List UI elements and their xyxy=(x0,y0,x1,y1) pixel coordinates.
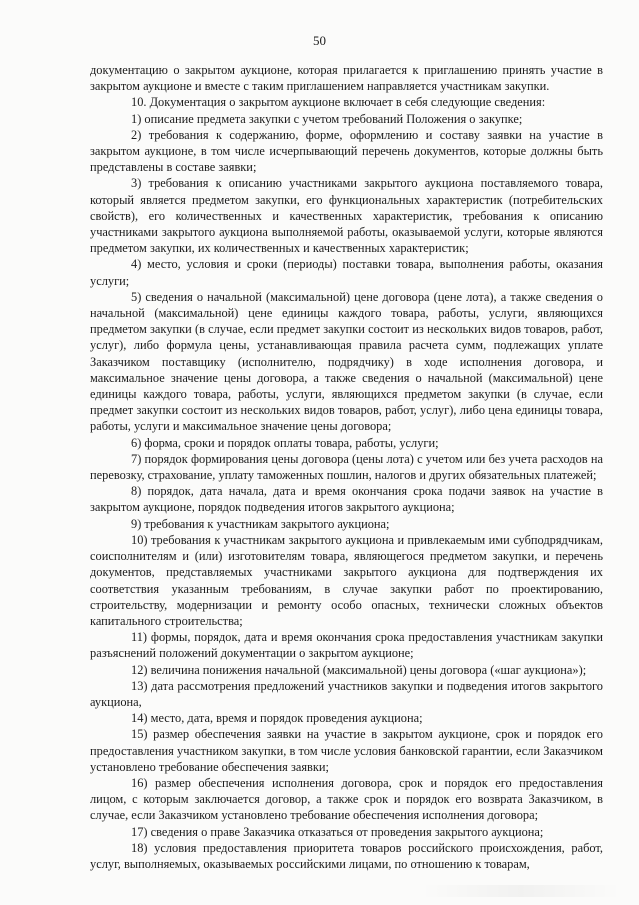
list-item: 7) порядок формирования цены договора (цены лота) с учетом или без учета расходов на перевозку, страхование, уплату таможенных пошлин, налогов и других обязательных платежей; xyxy=(90,451,603,483)
list-item: 4) место, условия и сроки (периоды) поставки товара, выполнения работы, оказания услуги; xyxy=(90,257,603,288)
list-item: 6) форма, сроки и порядок оплаты товара, работы, услуги; xyxy=(131,435,439,450)
list-item: 11) формы, порядок, дата и время окончания срока предоставления участникам закупки разъяснений положений документации о закрытом аукционе; xyxy=(90,630,603,661)
list-item: 17) сведения о праве Заказчика отказаться от проведения закрытого аукциона; xyxy=(131,824,544,839)
list-item: 14) место, дата, время и порядок проведения аукциона; xyxy=(131,711,423,726)
list-item: 10) требования к участникам закрытого аукциона и привлекаемым ими субподрядчикам, соисполнителям и (или) изготовителям товара, являющегося предметом закупки, и перечень документов, представляемых участниками закрытого аукциона для подтверждения их соответствия указанным требованиям, в случае закупки работ по проектированию, строительству, модернизации и ремонту особо опасных, технически сложных объектов капитального строительства; xyxy=(90,532,603,628)
list-item: 16) размер обеспечения исполнения договора, срок и порядок его предоставления лицом, с которым заключается договор, а также срок и порядок его возврата Заказчиком, в случае, если Заказчиком установлено требование обеспечения исполнения договора; xyxy=(90,775,603,823)
list-item: 9) требования к участникам закрытого аукциона; xyxy=(131,516,390,531)
list-item: 1) описание предмета закупки с учетом требований Положения о закупке; xyxy=(131,111,523,126)
document-body xyxy=(90,62,603,872)
paragraph-item-10: 10. Документация о закрытом аукционе включает в себя следующие сведения: xyxy=(131,95,546,110)
page-number: 50 xyxy=(313,33,326,48)
list-item: 8) порядок, дата начала, дата и время окончания срока подачи заявок на участие в закрытом аукционе, порядок подведения итогов закрытого аукциона; xyxy=(90,484,603,515)
list-item: 2) требования к содержанию, форме, оформлению и составу заявки на участие в закрытом аукционе, в том числе исчерпывающий перечень документов, которые должны быть представлены в составе заявки; xyxy=(90,127,603,175)
list-item: 3) требования к описанию участниками закрытого аукциона поставляемого товара, который является предметом закупки, его функциональных характеристик (потребительских свойств), его количественных и качественных характеристик, требования к описанию участниками закрытого аукциона выполняемой работы, оказываемой услуги, которые являются предметом закупки, их количественных и качественных характеристик; xyxy=(90,176,603,256)
scan-artifact xyxy=(421,885,621,897)
paragraph-continuation: документацию о закрытом аукционе, которая прилагается к приглашению принять участие в закрытом аукционе и вместе с таким приглашением направляется участникам закупки. xyxy=(90,63,603,94)
list-item: 12) величина понижения начальной (максимальной) цены договора («шаг аукциона»); xyxy=(131,662,587,677)
list-item: 13) дата рассмотрения предложений участников закупки и подведения итогов закрытого аукциона, xyxy=(90,678,603,709)
list-item: 5) сведения о начальной (максимальной) цене договора (цене лота), а также сведения о начальной (максимальной) цене единицы каждого товара, работы, услуги, являющихся предметом закупки (в случае, если предмет закупки состоит из нескольких видов товаров, работ, услуг), либо формула цены, устанавливающая правила расчета сумм, подлежащих уплате Заказчиком поставщику (исполнителю, подрядчику) в ходе исполнения договора, и максимальное значение цены договора, а также сведения о начальной (максимальной) цене единицы каждого товара, работы, услуги, являющихся предметом закупки (в случае, если предмет закупки состоит из нескольких видов товаров, работ, услуг), либо цена единицы товара, работы, услуги и максимальное значение цены договора; xyxy=(90,289,603,434)
list-item: 18) условия предоставления приоритета товаров российского происхождения, работ, услуг, выполняемых, оказываемых российскими лицами, по отношению к товарам, xyxy=(90,840,603,871)
list-item: 15) размер обеспечения заявки на участие в закрытом аукционе, срок и порядок его предоставления участником закупки, в том числе условия банковской гарантии, если Заказчиком установлено требование обеспечения заявки; xyxy=(90,727,603,774)
